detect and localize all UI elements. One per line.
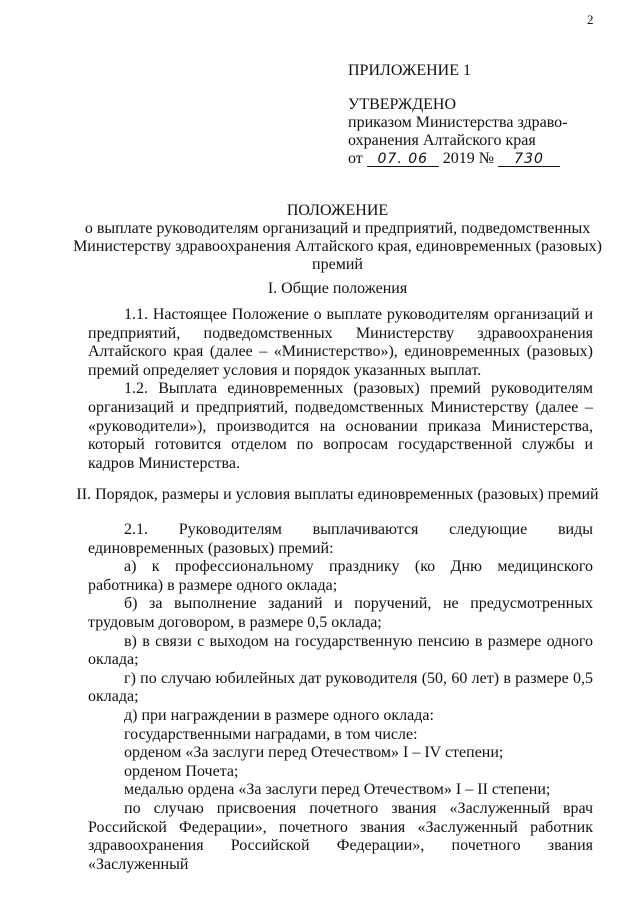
title-line3: премий: [312, 256, 363, 273]
section-2-heading: II. Порядок, размеры и условия выплаты единовременных (разовых) премий: [76, 486, 599, 503]
item-d-medal: медалью ордена «За заслуги перед Отечеством» I – II степени;: [124, 781, 551, 799]
order-year: 2019 №: [442, 150, 495, 167]
section-1-heading: I. Общие положения: [267, 280, 408, 297]
section-1-body: [88, 306, 593, 473]
approved-line2: охранения Алтайского края: [348, 132, 536, 149]
approved-line1: приказом Министерства здраво-: [348, 114, 568, 131]
paragraph-1-2: 1.2. Выплата единовременных (разовых) премий руководителям организаций и предприятий, подведомственных Министерству (далее – «руководители»), производится на основании приказа Министерства, который готовится отделом по вопросам государственной службы и кадров Министерства.: [88, 380, 593, 472]
item-d-order-merit: орденом «За заслуги перед Отечеством» I – IV степени;: [124, 744, 504, 762]
date-prefix: от: [348, 150, 363, 167]
paragraph-1-1: 1.1. Настоящее Положение о выплате руководителям организаций и предприятий, подведомственных Министерству здравоохранения Алтайского края (далее – «Министерство»), единовременных (разовых) премий определяет условия и порядок указанных выплат.: [88, 306, 593, 379]
item-g: г) по случаю юбилейных дат руководителя (50, 60 лет) в размере 0,5 оклада;: [88, 669, 593, 706]
item-d-honorary-titles: по случаю присвоения почетного звания «Заслуженный врач Российской Федерации», почетного звания «Заслуженный работник здравоохранения Российской Федерации», почетного звания «Заслуженный: [88, 799, 593, 873]
approval-date-line: [348, 150, 568, 168]
page-number: 2: [587, 12, 594, 27]
paragraph-2-1: 2.1. Руководителям выплачиваются следующие виды единовременных (разовых) премий:: [88, 521, 593, 557]
title-line2: Министерству здравоохранения Алтайского края, единовременных (разовых): [73, 238, 602, 255]
document-title: [70, 202, 605, 274]
title-heading: ПОЛОЖЕНИЕ: [286, 202, 389, 219]
appendix-block: [348, 62, 568, 168]
item-v: в) в связи с выходом на государственную пенсию в размере одного оклада;: [88, 632, 593, 669]
title-line1: о выплате руководителям организаций и предприятий, подведомственных: [84, 220, 591, 237]
appendix-heading: ПРИЛОЖЕНИЕ 1: [348, 62, 472, 79]
item-d-state-awards: государственными наградами, в том числе:: [124, 725, 418, 743]
item-a: а) к профессиональному празднику (ко Дню медицинского работника) в размере одного оклада;: [88, 558, 593, 594]
item-d-order-honor: орденом Почета;: [124, 762, 239, 780]
handwritten-date: 07. 06: [367, 152, 439, 167]
handwritten-order-number: 730: [498, 152, 560, 167]
section-2-body: [88, 521, 593, 874]
approved-label: УТВЕРЖДЕНО: [348, 96, 457, 113]
item-b: б) за выполнение заданий и поручений, не предусмотренных трудовым договором, в размере 0,5 оклада;: [88, 595, 593, 631]
item-d: д) при награждении в размере одного оклада:: [124, 706, 434, 724]
